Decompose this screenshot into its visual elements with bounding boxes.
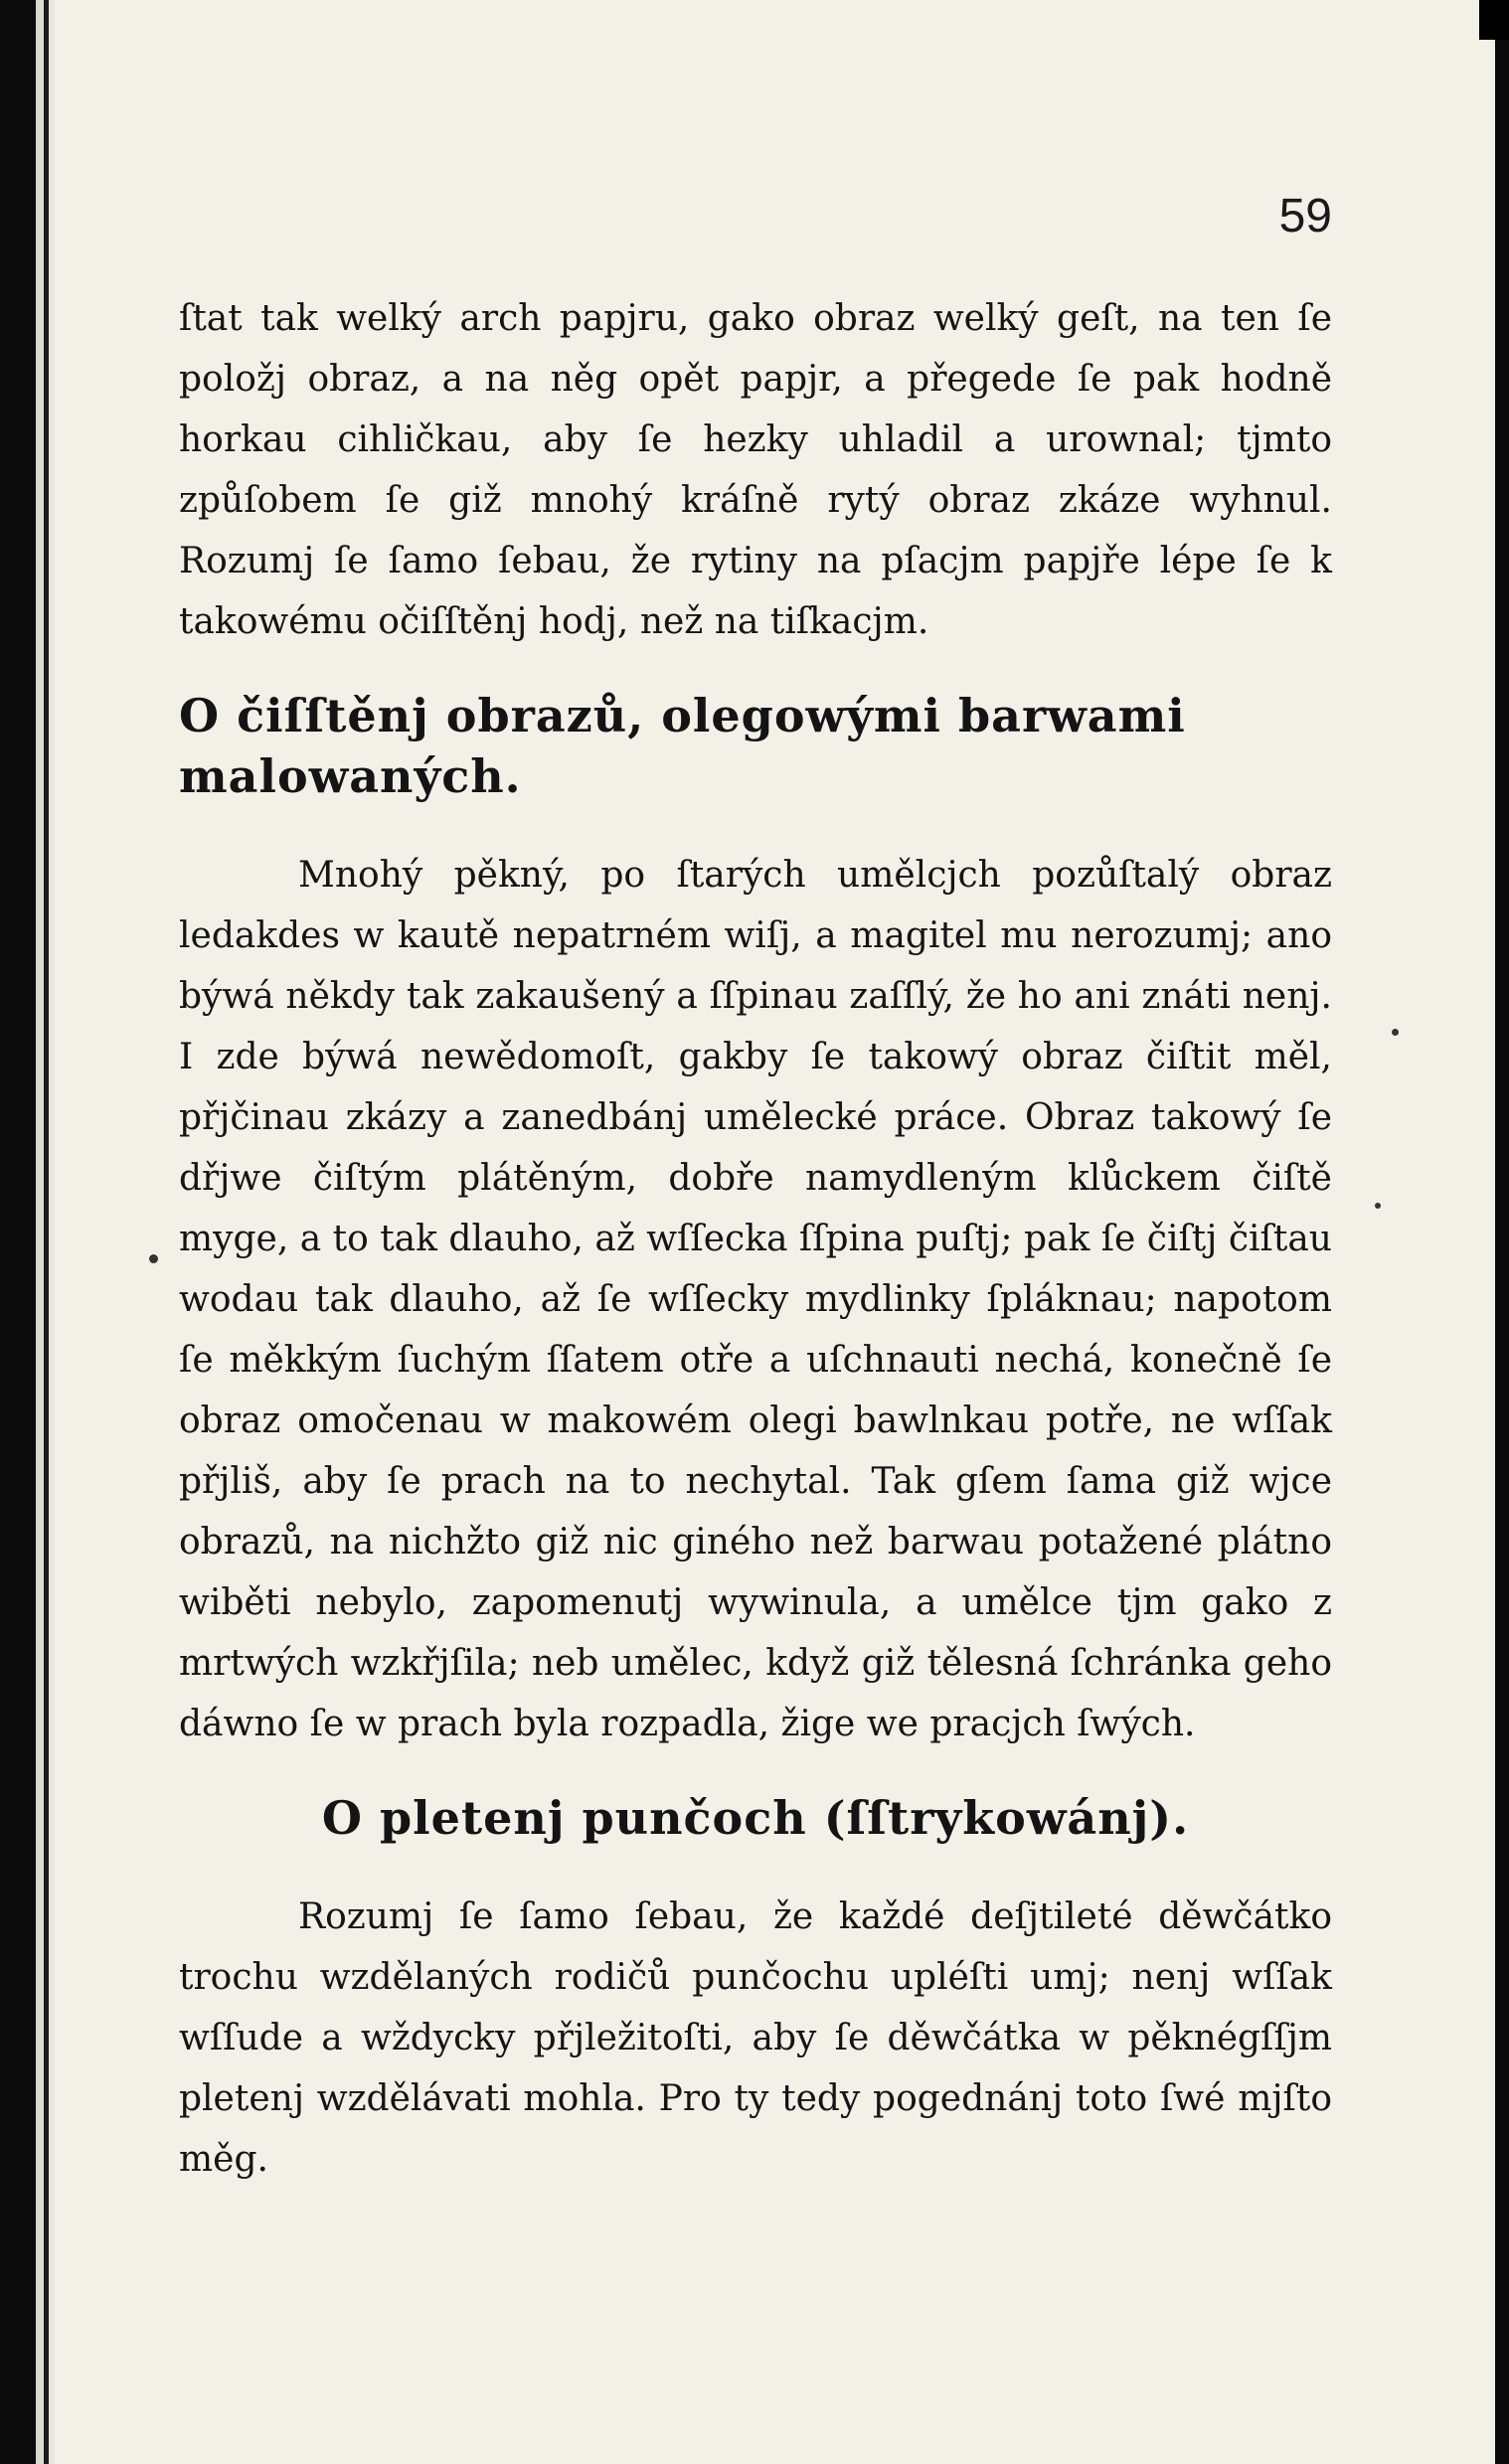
scan-speck — [1375, 1203, 1381, 1209]
scan-speck — [1392, 1029, 1399, 1036]
scan-corner-blot — [1479, 0, 1509, 40]
continuation-paragraph: ſtat tak welký arch papjru, gako obraz welký geſt, na ten ſe položj obraz, a na něg opět papjr, a přegede ſe pak hodně horkau cihličkau, aby ſe hezky uhladil a urownal; tjmto způſobem ſe giž mnohý kráſně rytý obraz zkáze wyhnul. Rozumj ſe ſamo ſebau, že rytiny na pſacjm papjře lépe ſe k takowému očiſſtěnj hodj, než na tiſkacjm. — [179, 298, 1332, 642]
section-paragraph-knitting-stockings: Rozumj ſe ſamo ſebau, že každé deſjtileté děwčátko trochu wzdělaných rodičů punčochu upléſti umj; nenj wſſak wſſude a wždycky přjležitoſti, aby ſe děwčátka w pěknégſſjm pletenj wzdělávati mohla. Pro ty tedy pogednánj toto ſwé mjſto měg. — [179, 1896, 1332, 2180]
section-heading-knitting-stockings: O pletenj punčoch (ſſtrykowánj). — [321, 1791, 1190, 1845]
page-body — [179, 288, 1332, 2190]
scan-right-edge — [1495, 0, 1509, 2464]
page-number: 59 — [1278, 190, 1332, 243]
section-paragraph-cleaning-oil-paintings: Mnohý pěkný, po ſtarých umělcjch pozůſtalý obraz ledakdes w kautě nepatrném wiſj, a magitel mu nerozumj; ano býwá někdy tak zakaušený a ſſpinau zaſſlý, že ho ani znáti nenj. I zde býwá newědomoſt, gakby ſe takowý obraz čiſtit měl, přjčinau zkázy a zanedbánj umělecké práce. Obraz takowý ſe dřjwe čiſtým plátěným, dobře namydleným klůckem čiſtě myge, a to tak dlauho, až wſſecka ſſpina puſtj; pak ſe čiſtj čiſtau wodau tak dlauho, až ſe wſſecky mydlinky ſpláknau; napotom ſe měkkým ſuchým ſſatem otře a uſchnauti nechá, konečně ſe obraz omočenau w makowém olegi bawlnkau potře, ne wſſak přjliš, aby ſe prach na to nechytal. Tak gſem ſama giž wjce obrazů, na nichžto giž nic giného než barwau potažené plátno wiběti nebylo, zapomenutj wywinula, a umělce tjm gako z mrtwých wzkřjſila; neb umělec, když giž tělesná ſchránka geho dáwno ſe w prach byla rozpadla, žige we pracjch ſwých. — [179, 855, 1332, 1744]
scan-gutter-line — [44, 0, 49, 2464]
section-heading-cleaning-oil-paintings: O čiſſtěnj obrazů, olegowými barwami malowaných. — [179, 689, 1186, 803]
scan-speck — [149, 1254, 158, 1263]
